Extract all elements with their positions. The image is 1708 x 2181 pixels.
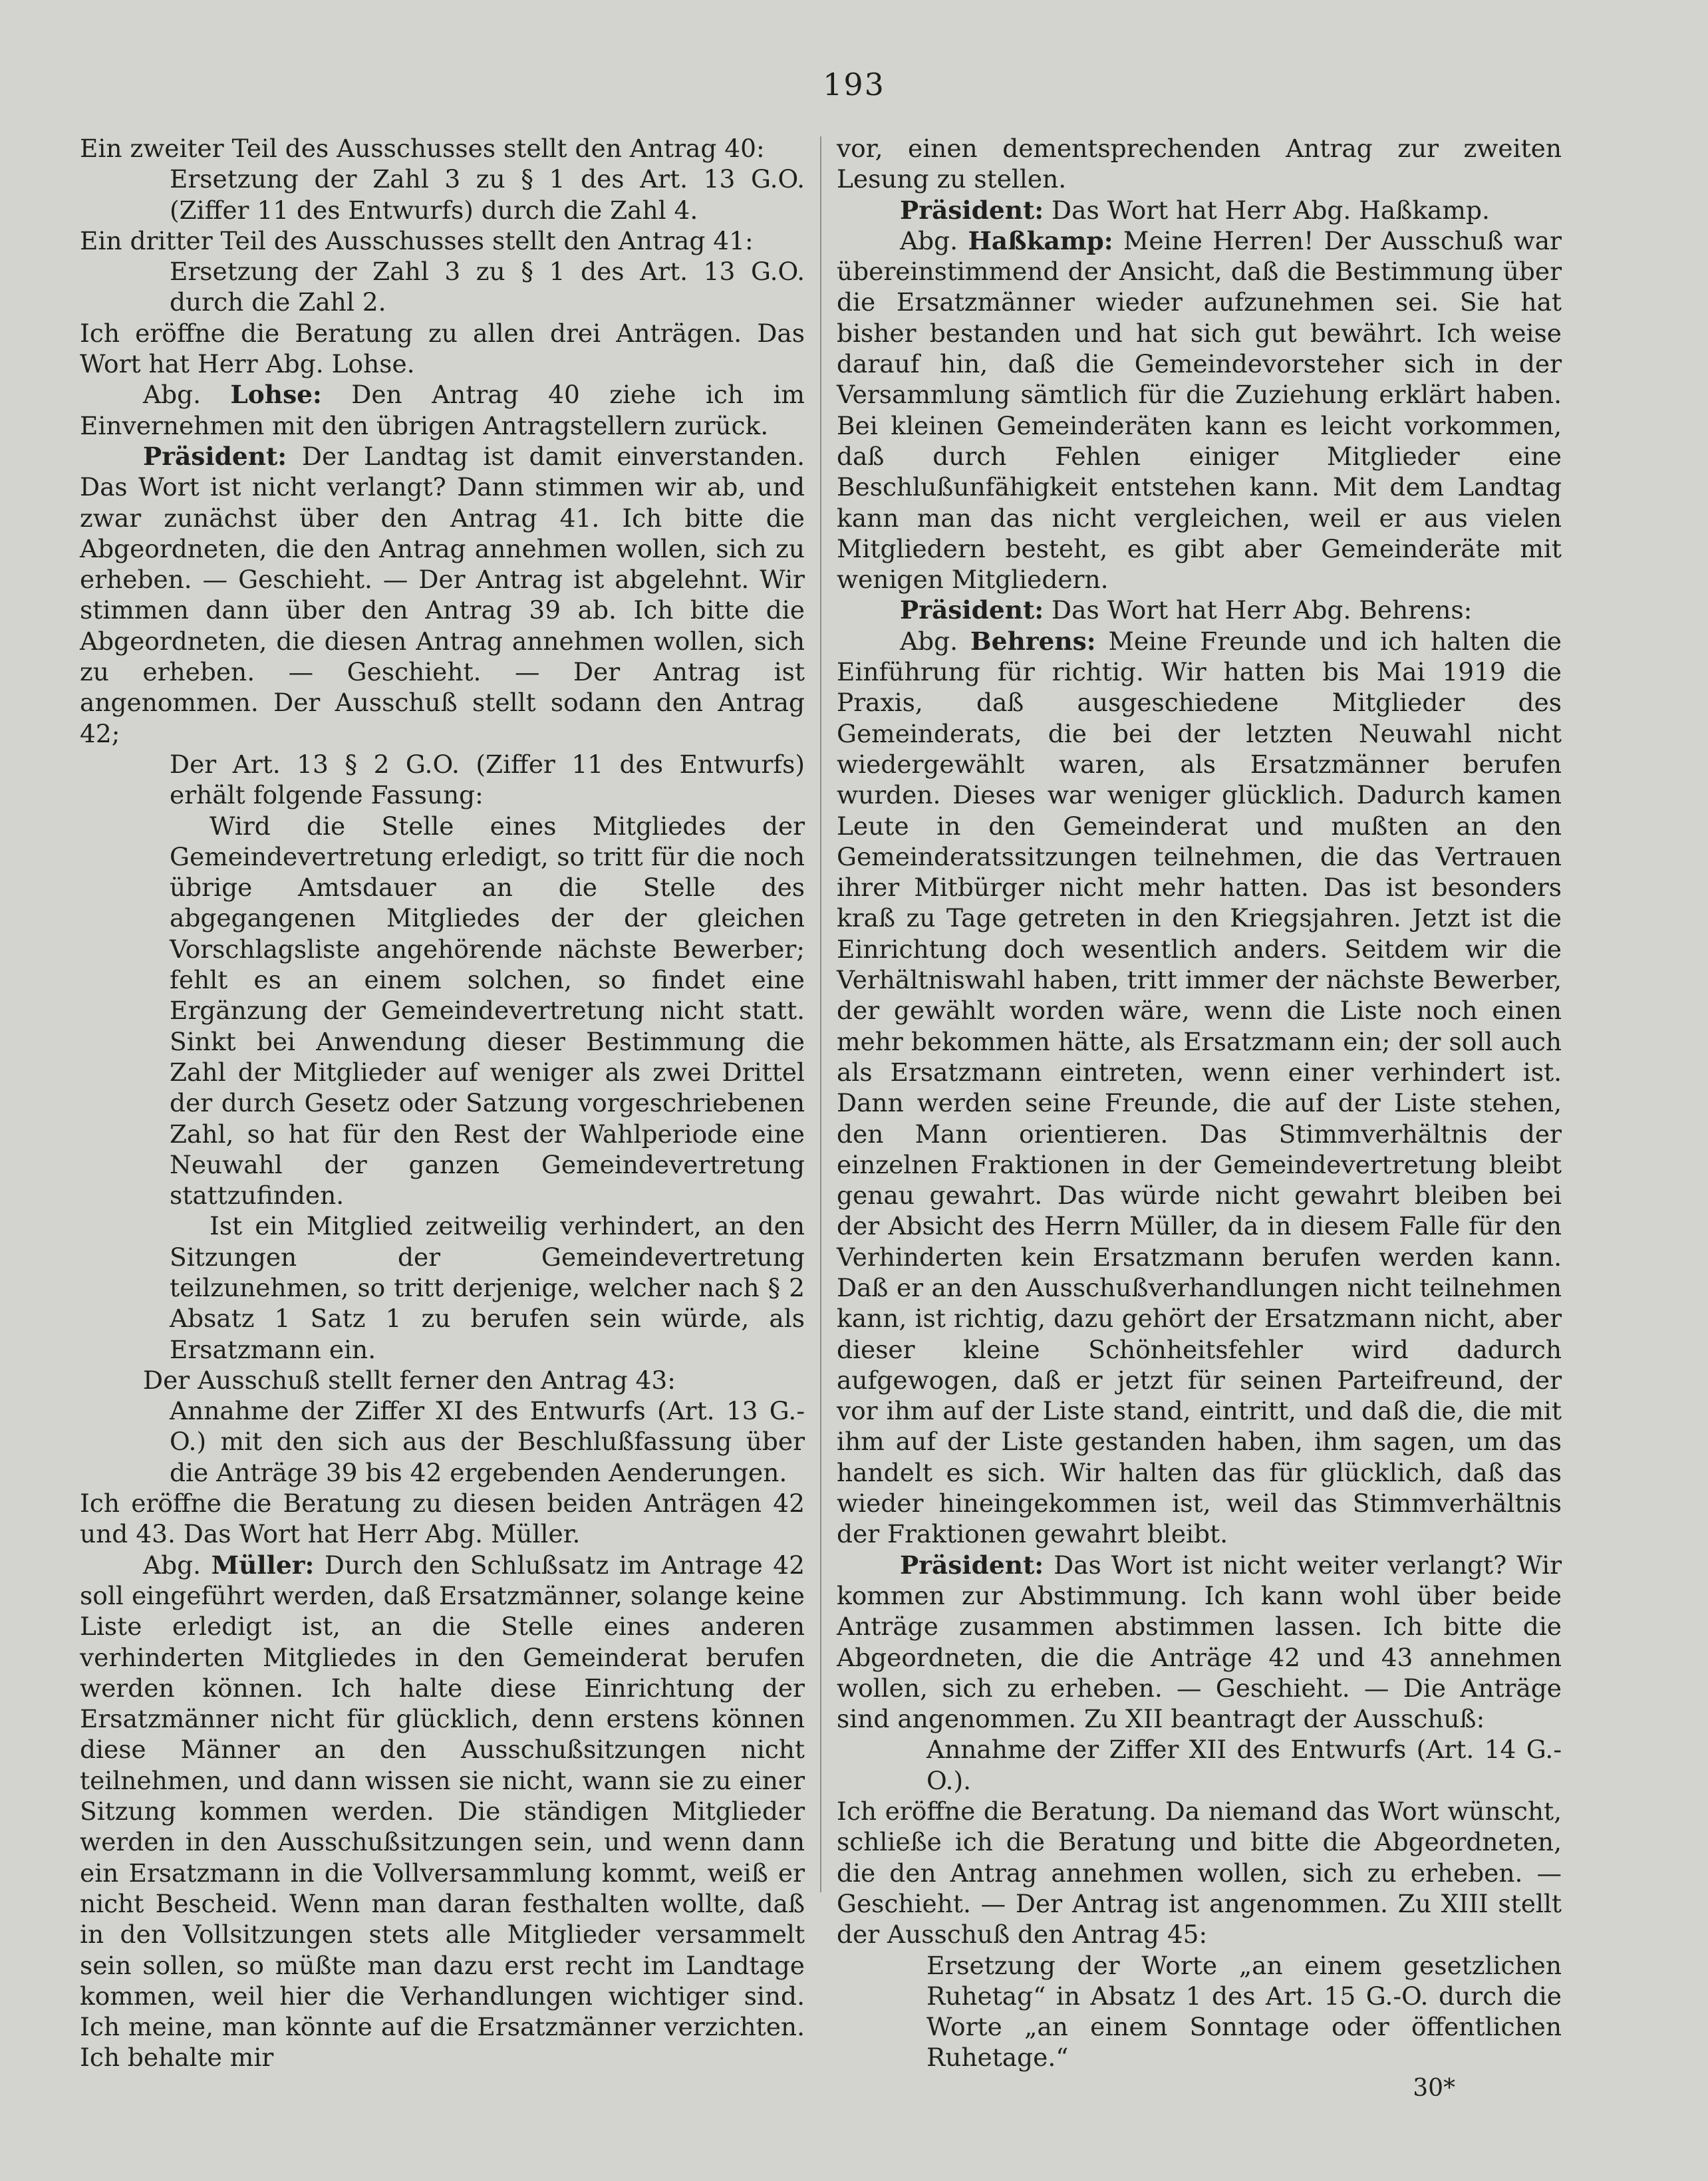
paragraph <box>80 318 805 380</box>
paragraph-text: Durch den Schlußsatz im Antrage 42 soll eingeführt werden, daß Ersatzmänner, solange keine Liste erledigt ist, an die Stelle eines anderen verhinderten Mitgliedes in den Gemeinderat berufen werden können. Ich halte diese Einrichtung der Ersatzmänner nicht für glücklich, denn erstens können diese Männer an den Ausschußsitzungen nicht teilnehmen, und dann wissen sie nicht, wann sie zu einer Sitzung kommen werden. Die ständigen Mitglieder werden in den Ausschußsitzungen sein, und wenn dann ein Ersatzmann in die Vollversammlung kommt, weiß er nicht Bescheid. Wenn man daran festhalten wollte, daß in den Vollsitzungen stets alle Mitglieder versammelt sein sollen, so müßte man dazu erst recht im Landtage kommen, weil hier die Verhandlungen wichtiger sind. Ich meine, man könnte auf die Ersatzmänner verzichten. Ich behalte mir <box>80 1550 805 2073</box>
paragraph-text: Annahme der Ziffer XI des Entwurfs (Art. 13 G.-O.) mit den sich aus der Beschlußfassung über die Anträge 39 bis 42 ergebenden Aenderungen. <box>170 1396 805 1487</box>
paragraph <box>837 225 1562 595</box>
paragraph <box>80 1550 805 2073</box>
paragraph-text: Ich eröffne die Beratung. Da niemand das Wort wünscht, schließe ich die Beratung und bitte die Abgeordneten, die den Antrag annehmen wollen, sich zu erheben. — Geschieht. — Der Antrag ist angenommen. Zu XIII stellt der Ausschuß den Antrag 45: <box>837 1797 1562 1950</box>
paragraph <box>837 195 1562 225</box>
paragraph <box>80 133 805 164</box>
speaker-name: Haßkamp: <box>968 225 1113 255</box>
speaker-name: Präsident: <box>143 441 287 471</box>
paragraph <box>170 811 805 1211</box>
paragraph <box>837 1550 1562 1735</box>
paragraph-text: Ich eröffne die Beratung zu diesen beiden Anträgen 42 und 43. Das Wort hat Herr Abg. Müller. <box>80 1489 805 1549</box>
paragraph-text: Ein dritter Teil des Ausschusses stellt den Antrag 41: <box>80 225 754 255</box>
paragraph-text: Ein zweiter Teil des Ausschusses stellt den Antrag 40: <box>80 134 765 163</box>
paragraph-text: Der Art. 13 § 2 G.O. (Ziffer 11 des Entwurfs) erhält folgende Fassung: <box>170 749 805 810</box>
paragraph-text: vor, einen dementsprechenden Antrag zur zweiten Lesung zu stellen. <box>837 134 1562 194</box>
paragraph-text: Ersetzung der Worte „an einem gesetzlichen Ruhetag“ in Absatz 1 des Art. 15 G.-O. durch die Worte „an einem Sonntage oder öffentlichen Ruhetage.“ <box>926 1950 1562 2073</box>
speaker-name: Lohse: <box>230 380 322 410</box>
right-column <box>837 133 1562 2102</box>
speaker-prefix: Abg. <box>900 225 968 255</box>
paragraph <box>837 1796 1562 1950</box>
speaker-prefix: Abg. <box>143 1550 212 1580</box>
paragraph-text: Annahme der Ziffer XII des Entwurfs (Art. 14 G.-O.). <box>926 1735 1562 1795</box>
paragraph <box>80 441 805 749</box>
paragraph <box>170 164 805 225</box>
paragraph-text: Das Wort hat Herr Abg. Behrens: <box>1044 595 1473 625</box>
paragraph <box>170 749 805 811</box>
speaker-name: Präsident: <box>900 195 1044 225</box>
paragraph-text: Ich eröffne die Beratung zu allen drei Anträgen. Das Wort hat Herr Abg. Lohse. <box>80 318 805 379</box>
speaker-name: Behrens: <box>970 626 1096 656</box>
paragraph <box>926 1734 1562 1796</box>
paragraph-text: Den Antrag 40 ziehe ich im Einvernehmen mit den übrigen Antragstellern zurück. <box>80 380 805 440</box>
paragraph <box>837 595 1562 625</box>
paragraph-text: Ersetzung der Zahl 3 zu § 1 des Art. 13 G.O. durch die Zahl 2. <box>170 257 805 317</box>
paragraph <box>837 133 1562 195</box>
paragraph-text: Ist ein Mitglied zeitweilig verhindert, an den Sitzungen der Gemeindevertretung teilzunehmen, so tritt derjenige, welcher nach § 2 Absatz 1 Satz 1 zu berufen sein würde, als Ersatzmann ein. <box>170 1211 805 1364</box>
sheet-signature: 30* <box>1413 2074 1455 2102</box>
speaker-name: Präsident: <box>900 595 1044 625</box>
paragraph-text: Wird die Stelle eines Mitgliedes der Gemeindevertretung erledigt, so tritt für die noch übrige Amtsdauer an die Stelle des abgegangenen Mitgliedes der der gleichen Vorschlagsliste angehörende nächste Bewerber; fehlt es an einem solchen, so findet eine Ergänzung der Gemeindevertretung nicht statt. Sinkt bei Anwendung dieser Bestimmung die Zahl der Mitglieder auf weniger als zwei Drittel der durch Gesetz oder Satzung vorgeschriebenen Zahl, so hat für den Rest der Wahlperiode eine Neuwahl der ganzen Gemeindevertretung stattzufinden. <box>170 811 805 1211</box>
paragraph-text: Das Wort ist nicht weiter verlangt? Wir kommen zur Abstimmung. Ich kann wohl über beide Anträge zusammen abstimmen lassen. Ich bitte die Abgeordneten, die die Anträge 42 und 43 annehmen wollen, sich zu erheben. — Geschieht. — Die Anträge sind angenommen. Zu XII beantragt der Ausschuß: <box>837 1550 1562 1734</box>
paragraph <box>80 379 805 441</box>
paragraph <box>926 1950 1562 2073</box>
paragraph-text: Das Wort hat Herr Abg. Haßkamp. <box>1044 195 1490 225</box>
paragraph-text: Ersetzung der Zahl 3 zu § 1 des Art. 13 G.O. (Ziffer 11 des Entwurfs) durch die Zahl 4. <box>170 164 805 225</box>
paragraph <box>80 1365 805 1395</box>
column-divider <box>820 136 821 1892</box>
paragraph <box>80 225 805 256</box>
paragraph-text: Der Landtag ist damit einverstanden. Das Wort ist nicht verlangt? Dann stimmen wir ab, und zwar zunächst über den Antrag 41. Ich bitte die Abgeordneten, die den Antrag annehmen wollen, sich zu erheben. — Geschieht. — Der Antrag ist abgelehnt. Wir stimmen dann über den Antrag 39 ab. Ich bitte die Abgeordneten, die diesen Antrag annehmen wollen, sich zu erheben. — Geschieht. — Der Antrag ist angenommen. Der Ausschuß stellt sodann den Antrag 42; <box>80 441 805 748</box>
speaker-prefix: Abg. <box>900 626 970 656</box>
speaker-name: Präsident: <box>900 1550 1044 1580</box>
paragraph <box>170 1395 805 1488</box>
paragraph <box>170 1211 805 1364</box>
paragraph <box>837 626 1562 1550</box>
paragraph-text: Meine Herren! Der Ausschuß war übereinstimmend der Ansicht, daß die Bestimmung über die Ersatzmänner wieder aufzunehmen sei. Sie hat bisher bestanden und hat sich gut bewährt. Ich weise darauf hin, daß die Gemeindevorsteher sich in der Versammlung sämtlich für die Zuziehung erklärt haben. Bei kleinen Gemeinderäten kann es leicht vorkommen, daß durch Fehlen einiger Mitglieder eine Beschlußunfähigkeit entstehen kann. Mit dem Landtag kann man das nicht vergleichen, weil er aus vielen Mitgliedern besteht, es gibt aber Gemeinderäte mit wenigen Mitgliedern. <box>837 225 1562 595</box>
left-column <box>80 133 805 2082</box>
speaker-prefix: Abg. <box>143 380 231 410</box>
paragraph <box>170 256 805 318</box>
page-number: 193 <box>823 67 885 102</box>
paragraph <box>80 1488 805 1550</box>
paragraph-text: Meine Freunde und ich halten die Einführung für richtig. Wir hatten bis Mai 1919 die Praxis, daß ausgeschiedene Mitglieder des Gemeinderats, die bei der letzten Neuwahl nicht wiedergewählt waren, als Ersatzmänner berufen wurden. Dieses war weniger glücklich. Dadurch kamen Leute in den Gemeinderat und mußten an den Gemeinderatssitzungen teilnehmen, die das Vertrauen ihrer Mitbürger nicht mehr hatten. Das ist besonders kraß zu Tage getreten in den Kriegsjahren. Jetzt ist die Einrichtung doch wesentlich anders. Seitdem wir die Verhältniswahl haben, tritt immer der nächste Bewerber, der gewählt worden wäre, wenn die Liste noch einen mehr bekommen hätte, als Ersatzmann ein; der soll auch als Ersatzmann eintreten, wenn einer verhindert ist. Dann werden seine Freunde, die auf der Liste stehen, den Mann orientieren. Das Stimmverhältnis der einzelnen Fraktionen in der Gemeindevertretung bleibt genau gewahrt. Das würde nicht gewahrt bleiben bei der Absicht des Herrn Müller, da in diesem Falle für den Verhinderten kein Ersatzmann berufen werden kann. Daß er an den Ausschußverhandlungen nicht teilnehmen kann, ist richtig, dazu gehört der Ersatzmann nicht, aber dieser kleine Schönheitsfehler wird dadurch aufgewogen, daß er jetzt für seinen Parteifreund, der vor ihm auf der Liste stand, eintritt, und daß die, die mit ihm auf der Liste gestanden haben, ihm sagen, um das handelt es sich. Wir halten das für glücklich, daß das wieder hineingekommen ist, weil das Stimmverhältnis der Fraktionen gewahrt bleibt. <box>837 626 1562 1549</box>
speaker-name: Müller: <box>211 1550 315 1580</box>
paragraph-text: Der Ausschuß stellt ferner den Antrag 43: <box>143 1365 676 1395</box>
